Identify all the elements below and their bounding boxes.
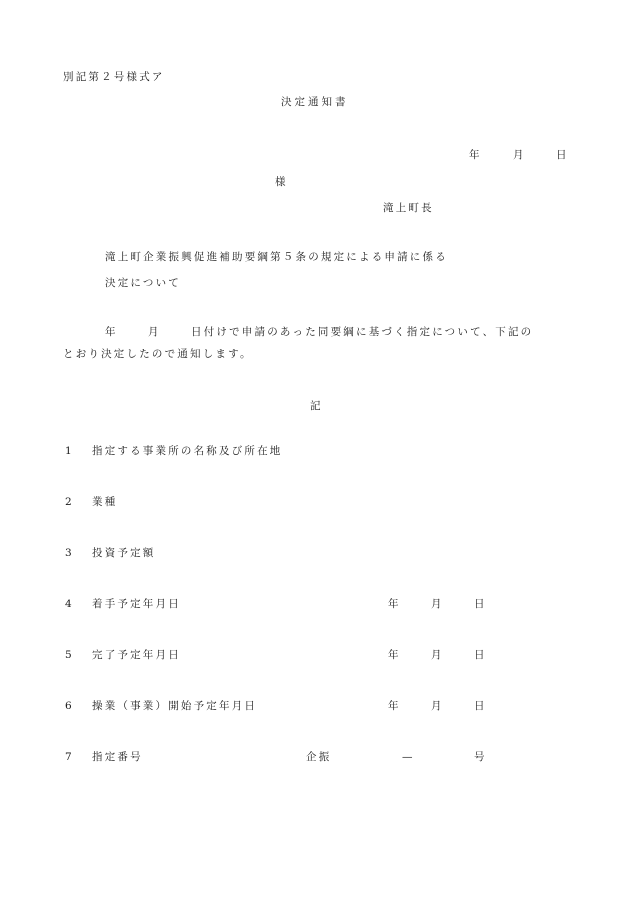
subject-line-1: 滝上町企業振興促進補助要綱第５条の規定による申請に係る xyxy=(105,251,448,263)
item-number: 4 xyxy=(65,598,74,610)
item-number: 7 xyxy=(65,751,74,763)
item-month: 月 xyxy=(431,700,444,712)
item-number: 6 xyxy=(65,700,74,712)
addressee-suffix: 様 xyxy=(275,176,288,188)
issuer-name: 滝上町長 xyxy=(383,202,434,214)
item-label: 完了予定年月日 xyxy=(92,649,181,661)
item-number: 1 xyxy=(65,445,74,457)
item-label: 指定する事業所の名称及び所在地 xyxy=(92,445,283,457)
subject-line-2: 決定について xyxy=(105,277,181,289)
item-label: 投資予定額 xyxy=(92,547,156,559)
form-label: 別記第２号様式ア xyxy=(63,71,165,83)
item-month: 月 xyxy=(431,649,444,661)
item-label: 業種 xyxy=(92,496,118,508)
item-year: 年 xyxy=(388,649,401,661)
item-month: 月 xyxy=(431,598,444,610)
body-year: 年 xyxy=(105,326,118,338)
item-day: 日 xyxy=(474,598,487,610)
item-label: 着手予定年月日 xyxy=(92,598,181,610)
item-year: 年 xyxy=(388,700,401,712)
designation-prefix: 企振 xyxy=(306,751,332,763)
document-title: 決定通知書 xyxy=(281,96,349,108)
date-month: 月 xyxy=(513,149,526,161)
body-text-line-2: とおり決定したので通知します。 xyxy=(63,348,253,360)
item-year: 年 xyxy=(388,598,401,610)
item-label: 操業（事業）開始予定年月日 xyxy=(92,700,258,712)
designation-dash: — xyxy=(402,751,415,763)
date-day: 日 xyxy=(556,149,569,161)
designation-suffix: 号 xyxy=(474,751,487,763)
body-text-line-1: 日付けで申請のあった同要綱に基づく指定について、下記の xyxy=(191,326,534,338)
date-year: 年 xyxy=(469,149,482,161)
item-label: 指定番号 xyxy=(92,751,143,763)
item-number: 3 xyxy=(65,547,74,559)
item-day: 日 xyxy=(474,649,487,661)
body-month: 月 xyxy=(148,326,161,338)
item-number: 5 xyxy=(65,649,74,661)
item-day: 日 xyxy=(474,700,487,712)
ki-heading: 記 xyxy=(310,400,323,412)
item-number: 2 xyxy=(65,496,74,508)
